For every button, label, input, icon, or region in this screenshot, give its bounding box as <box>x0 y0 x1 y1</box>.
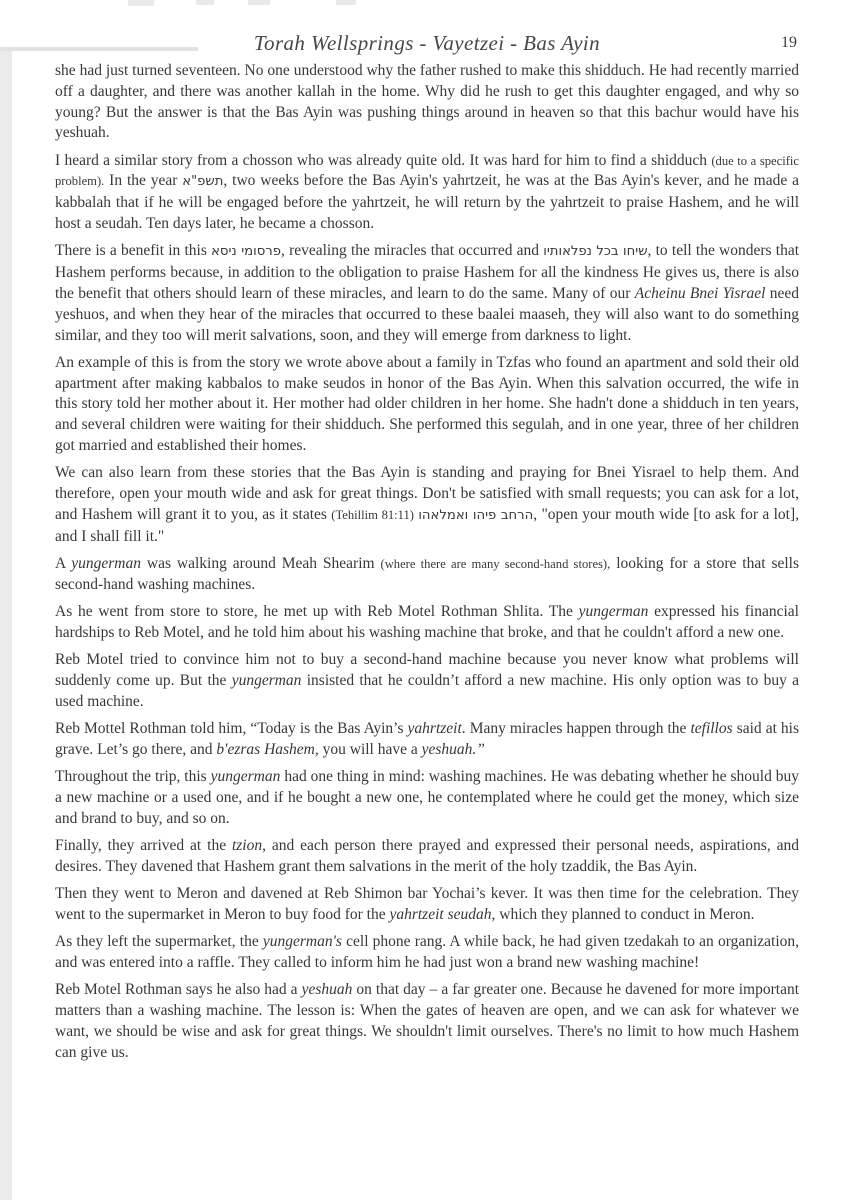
hebrew-text: הרחב פיהו ואמלאהו <box>418 507 534 523</box>
document-body <box>55 61 799 1070</box>
paragraph <box>55 767 799 829</box>
italic-text: Acheinu Bnei Yisrael <box>634 284 766 302</box>
italic-text: yungerman <box>210 768 281 786</box>
paragraph <box>55 151 799 235</box>
body-text: she had just turned seventeen. No one understood why the father rushed to make this shidduch. He had recently married off a daughter, and there was another kallah in the home. Why did he rush to get this daughter engaged, and why so young? But the answer is that the Bas Ayin was pushing things around in heaven so that this bachur would have his yeshuah. <box>55 62 799 142</box>
body-text: As they left the supermarket, the <box>55 933 263 951</box>
scan-artifact-smudge <box>248 0 270 5</box>
body-text: . Many miracles happen through the <box>461 720 691 738</box>
italic-text: yungerman <box>578 603 649 621</box>
page-header <box>55 31 799 56</box>
body-text: Finally, they arrived at the <box>55 837 232 855</box>
body-text: looking for a store that sells second-hand washing machines. <box>55 555 799 593</box>
scan-artifact-smudge <box>336 0 356 5</box>
body-text: you will have a <box>318 740 422 758</box>
paragraph <box>55 932 799 974</box>
italic-text: yahrtzeit seudah <box>389 905 492 923</box>
body-text: on that day – a far greater one. Because he davened for more important matters than a washing machine. The lesson is: When the gates of heaven are open, and we can ask for whatever we want, we should be wise and ask for great things. We shouldn't limit ourselves. There's no limit to how much Hashem can give us. <box>55 981 800 1061</box>
paragraph <box>55 836 799 878</box>
body-text: , to tell the wonders that Hashem performs because, in addition to the obligation to praise Hashem for all the kindness He gives us, there is also the benefit that others should learn of these miracles, and learn to do the same. Many of our <box>55 242 800 302</box>
body-text: insisted that he couldn’t afford a new machine. His only option was to buy a used machine. <box>55 672 800 710</box>
body-text: , which they planned to conduct in Meron. <box>491 905 755 923</box>
body-text: , two weeks before the Bas Ayin's yahrtzeit, he was at the Bas Ayin's kever, and he made a kabbalah that if he will be engaged before the yahrtzeit, he will return by the yahrtzeit to praise Hashem, and he will host a seudah. Ten days later, he became a chosson. <box>55 172 799 233</box>
italic-text: yungerman <box>231 672 302 690</box>
paragraph <box>55 719 799 761</box>
scan-artifact-smudge <box>128 0 154 6</box>
body-text: A <box>55 555 72 573</box>
body-text: , revealing the miracles that occurred and <box>280 242 544 260</box>
paragraph <box>55 61 799 144</box>
body-text: There is a benefit in this <box>55 242 212 260</box>
paragraph <box>55 602 799 644</box>
scan-artifact-smudge <box>196 0 214 5</box>
body-text: was walking around Meah Shearim <box>141 555 381 573</box>
italic-text: tzion <box>231 837 263 855</box>
body-text: Reb Mottel Rothman told him, “Today is the Bas Ayin’s <box>55 720 408 738</box>
page-number: 19 <box>781 34 797 51</box>
italic-text: yungerman's <box>262 933 342 951</box>
small-text: (Tehillim 81:11) <box>331 507 414 522</box>
hebrew-text: תשפ"א <box>182 174 224 190</box>
italic-text: yungerman <box>71 555 141 573</box>
italic-text: tefillos <box>690 720 733 738</box>
italic-text: b'ezras Hashem, <box>216 740 319 758</box>
paragraph <box>55 353 799 457</box>
body-text: We can also learn from these stories that the Bas Ayin is standing and praying for Bnei Yisrael to help them. And therefore, open your mouth wide and ask for great things. Don't be satisfied with small requests; you can ask for a lot, and Hashem will grant it to you, as it states <box>55 464 799 523</box>
small-text: (due to a specific problem). <box>55 153 799 189</box>
body-text: An example of this is from the story we wrote above about a family in Tzfas who found an apartment and sold their old apartment after making kabbalos to make seudos in honor of the Bas Ayin. When this salvation occurred, the wife in this story told her mother about it. Her mother had older children in her home. She hadn't done a shidduch in ten years, and several children were waiting for their shidduch. She performed this segulah, and in one year, three of her children got married and established their homes. <box>55 353 799 455</box>
body-text: Throughout the trip, this <box>55 768 211 786</box>
hebrew-text: פרסומי ניסא <box>211 244 281 260</box>
body-text: Reb Motel Rothman says he also had a <box>55 981 302 999</box>
small-text: (where there are many second-hand stores), <box>380 557 611 572</box>
body-text: expressed his financial hardships to Reb Motel, and he told him about his washing machine that broke, and that he couldn't afford a new one. <box>55 603 799 641</box>
scan-artifact-left-edge <box>0 48 12 1200</box>
body-text: need yeshuos, and when they hear of the miracles that occurred to these baalei maaseh, they will also want to do something similar, and they too will merit salvations, soon, and they will emerge from darkness to light. <box>55 284 799 344</box>
page-title: Torah Wellsprings - Vayetzei - Bas Ayin <box>253 31 601 55</box>
paragraph <box>55 554 799 596</box>
paragraph <box>55 650 799 712</box>
body-text: said at his grave. Let’s go there, and <box>55 720 799 758</box>
paragraph <box>55 884 799 926</box>
italic-text: yeshuah <box>301 981 353 999</box>
italic-text: yahrtzeit <box>407 720 462 738</box>
body-text: In the year <box>104 172 183 190</box>
paragraph <box>55 980 799 1063</box>
body-text: Reb Motel tried to convince him not to buy a second-hand machine because you never know what problems will suddenly come up. But the <box>55 651 799 690</box>
body-text: had one thing in mind: washing machines. He was debating whether he should buy a new machine or a used one, and if he bought a new one, he contemplated where he could get the money, which size and brand to buy, and so on. <box>55 768 800 827</box>
paragraph <box>55 241 799 346</box>
body-text: I heard a similar story from a chosson who was already quite old. It was hard for him to find a shidduch <box>55 151 712 169</box>
body-text: As he went from store to store, he met up with Reb Motel Rothman Shlita. The <box>55 603 579 621</box>
body-text: cell phone rang. A while back, he had given tzedakah to an organization, and was entered into a raffle. They called to inform him he had just won a brand new washing machine! <box>55 933 800 972</box>
hebrew-text: שיחו בכל נפלאותיו <box>543 244 648 260</box>
italic-text: yeshuah.” <box>421 740 485 758</box>
body-text: Then they went to Meron and davened at Reb Shimon bar Yochai’s kever. It was then time for the celebration. They went to the supermarket in Meron to buy food for the <box>55 885 799 923</box>
paragraph <box>55 463 799 547</box>
body-text: , and each person there prayed and expressed their personal needs, aspirations, and desires. They davened that Hashem grant them salvations in the merit of the holy tzaddik, the Bas Ayin. <box>55 837 799 875</box>
body-text: , "open your mouth wide [to ask for a lot], and I shall fill it." <box>55 505 800 545</box>
